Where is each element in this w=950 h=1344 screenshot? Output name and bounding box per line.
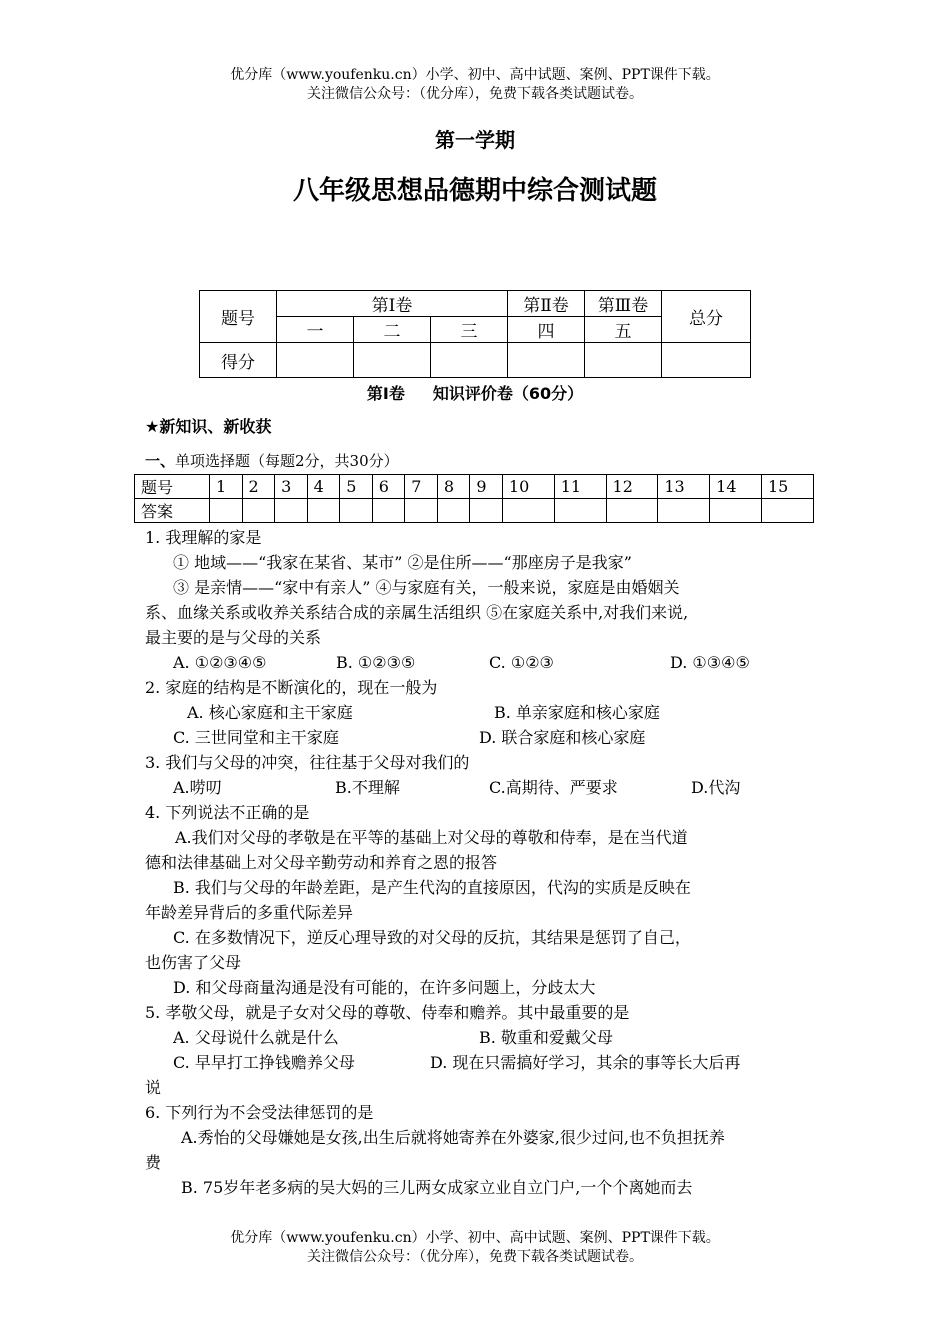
question-3-options: [145, 775, 810, 800]
question-5-stem: 5. 孝敬父母，就是子女对父母的尊敬、侍奉和赡养。其中最重要的是: [145, 1003, 630, 1022]
section-1-title: 知识评价卷（60分）: [432, 384, 584, 403]
q4-option-b-cont: 年龄差异背后的多重代际差异: [145, 903, 354, 922]
q4-option-b: B. 我们与父母的年龄差距，是产生代沟的直接原因，代沟的实质是反映在: [173, 878, 691, 897]
q4-option-a-cont: 德和法律基础上对父母辛勤劳动和养育之恩的报答: [145, 853, 498, 872]
q3-option-b: B.不理解: [335, 778, 400, 797]
page-header: [0, 66, 950, 104]
q1-option-d: D. ①③④⑤: [670, 653, 750, 672]
q3-option-c: C.高期待、严要求: [489, 778, 618, 797]
answer-cell: [372, 499, 405, 523]
header-line-1: 优分库（www.youfenku.cn）小学、初中、高中试题、案例、PPT课件下载。: [230, 67, 720, 83]
q1-option-b: B. ①②③⑤: [336, 653, 416, 672]
answer-number: 7: [405, 475, 438, 499]
answer-cell: [437, 499, 470, 523]
q3-option-a: A.唠叨: [173, 778, 222, 797]
q6-option-a-cont: 费: [145, 1153, 162, 1172]
q4-option-a: A.我们对父母的孝敬是在平等的基础上对父母的尊敬和侍奉，是在当代道: [175, 828, 688, 847]
answer-cell: [606, 499, 658, 523]
score-juan2: 第Ⅱ卷: [508, 291, 585, 317]
answer-cell: [210, 499, 243, 523]
answer-cell: [307, 499, 340, 523]
score-cell: [277, 343, 354, 378]
exam-title: 八年级思想品德期中综合测试题: [292, 176, 657, 206]
question-6-stem: 6. 下列行为不会受法律惩罚的是: [145, 1103, 374, 1122]
answer-cell: [502, 499, 554, 523]
q2-option-d: D. 联合家庭和核心家庭: [479, 728, 646, 747]
answer-cell: [242, 499, 275, 523]
answer-row-label: 题号: [135, 475, 210, 499]
q5-option-d: D. 现在只需搞好学习，其余的事等长大后再: [430, 1053, 741, 1072]
score-part-4: 四: [508, 317, 585, 343]
q4-option-c: C. 在多数情况下，逆反心理导致的对父母的反抗，其结果是惩罚了自己，: [173, 928, 691, 947]
score-part-5: 五: [585, 317, 662, 343]
question-3-stem: 3. 我们与父母的冲突，往往基于父母对我们的: [145, 753, 470, 772]
section-1-name: 第Ⅰ卷: [366, 384, 405, 403]
answer-cell: [275, 499, 308, 523]
question-1-options: [145, 650, 810, 675]
footer-line-1: 优分库（www.youfenku.cn）小学、初中、高中试题、案例、PPT课件下载。: [230, 1230, 720, 1246]
question-2-stem: 2. 家庭的结构是不断演化的，现在一般为: [145, 678, 438, 697]
q5-option-d-cont: 说: [145, 1078, 162, 1097]
score-cell: [662, 343, 751, 378]
q5-option-b: B. 敬重和爱戴父母: [479, 1028, 613, 1047]
q1-option-a: A. ①②③④⑤: [173, 653, 267, 672]
score-cell: [431, 343, 508, 378]
answer-number: 4: [307, 475, 340, 499]
questions-body: [145, 525, 810, 1200]
question-2-options-cd: [145, 725, 810, 750]
score-part-1: 一: [277, 317, 354, 343]
score-part-3: 三: [431, 317, 508, 343]
answer-number: 13: [658, 475, 710, 499]
q5-option-a: A. 父母说什么就是什么: [173, 1028, 339, 1047]
answer-number: 6: [372, 475, 405, 499]
question-1-line: ① 地域——“我家在某省、某市” ②是住所——“那座房子是我家”: [173, 553, 632, 572]
answer-number: 9: [470, 475, 503, 499]
q2-option-b: B. 单亲家庭和核心家庭: [494, 703, 660, 722]
q3-option-d: D.代沟: [691, 778, 741, 797]
answer-number: 2: [242, 475, 275, 499]
answer-number: 15: [761, 475, 813, 499]
score-juan3: 第Ⅲ卷: [585, 291, 662, 317]
answer-number: 1: [210, 475, 243, 499]
score-cell: [354, 343, 431, 378]
answer-number: 11: [554, 475, 606, 499]
answer-cell: [405, 499, 438, 523]
answer-row-label: 答案: [135, 499, 210, 523]
answer-cell: [554, 499, 606, 523]
score-cell: [585, 343, 662, 378]
q6-option-b: B. 75岁年老多病的吴大妈的三儿两女成家立业自立门户,一个个离她而去: [181, 1178, 693, 1197]
score-juan1: 第Ⅰ卷: [277, 291, 508, 317]
answer-number: 14: [710, 475, 762, 499]
q2-option-c: C. 三世同堂和主干家庭: [173, 728, 339, 747]
answer-number: 12: [606, 475, 658, 499]
footer-line-2: 关注微信公众号：（优分库），免费下载各类试题试卷。: [307, 1249, 643, 1265]
question-1-line: 系、血缘关系或收养关系结合成的亲属生活组织 ⑤在家庭关系中,对我们来说,: [145, 603, 689, 622]
score-table: [199, 290, 751, 378]
score-cell: [508, 343, 585, 378]
q4-option-d: D. 和父母商量沟通是没有可能的，在许多问题上，分歧太大: [173, 978, 596, 997]
score-part-2: 二: [354, 317, 431, 343]
question-1-line: ③ 是亲情——“家中有亲人” ④与家庭有关，一般来说，家庭是由婚姻关: [173, 578, 680, 597]
question-instructions: [145, 450, 399, 471]
q2-option-a: A. 核心家庭和主干家庭: [187, 703, 353, 722]
score-defen: 得分: [200, 343, 277, 378]
score-total: 总分: [662, 291, 751, 343]
question-4-stem: 4. 下列说法不正确的是: [145, 803, 310, 822]
question-5-options-ab: [145, 1025, 810, 1050]
q5-option-c: C. 早早打工挣钱赡养父母: [173, 1053, 355, 1072]
answer-number: 5: [340, 475, 373, 499]
semester-heading: 第一学期: [435, 128, 515, 152]
question-5-options-cd: [145, 1050, 810, 1075]
question-1-line: 最主要的是与父母的关系: [145, 628, 322, 647]
answer-number: 8: [437, 475, 470, 499]
page-footer: [0, 1229, 950, 1267]
score-tihao: 题号: [200, 291, 277, 343]
instr-text: 单项选择题（每题2分，共30分）: [175, 452, 399, 470]
q6-option-a: A.秀怡的父母嫌她是女孩,出生后就将她寄养在外婆家,很少过问,也不负担抚养: [181, 1128, 725, 1147]
header-line-2: 关注微信公众号：（优分库），免费下载各类试题试卷。: [307, 86, 643, 102]
answer-cell: [470, 499, 503, 523]
answer-number: 10: [502, 475, 554, 499]
answer-table: [134, 474, 814, 523]
question-2-options-ab: [145, 700, 810, 725]
answer-number: 3: [275, 475, 308, 499]
answer-cell: [710, 499, 762, 523]
answer-cell: [658, 499, 710, 523]
answer-cell: [340, 499, 373, 523]
subheading: ★新知识、新收获: [145, 417, 272, 436]
q1-option-c: C. ①②③: [489, 653, 554, 672]
question-1-stem: 1. 我理解的家是: [145, 528, 262, 547]
answer-cell: [761, 499, 813, 523]
instr-number: 一、: [145, 452, 176, 470]
q4-option-c-cont: 也伤害了父母: [145, 953, 242, 972]
section-1-heading: [0, 381, 950, 404]
